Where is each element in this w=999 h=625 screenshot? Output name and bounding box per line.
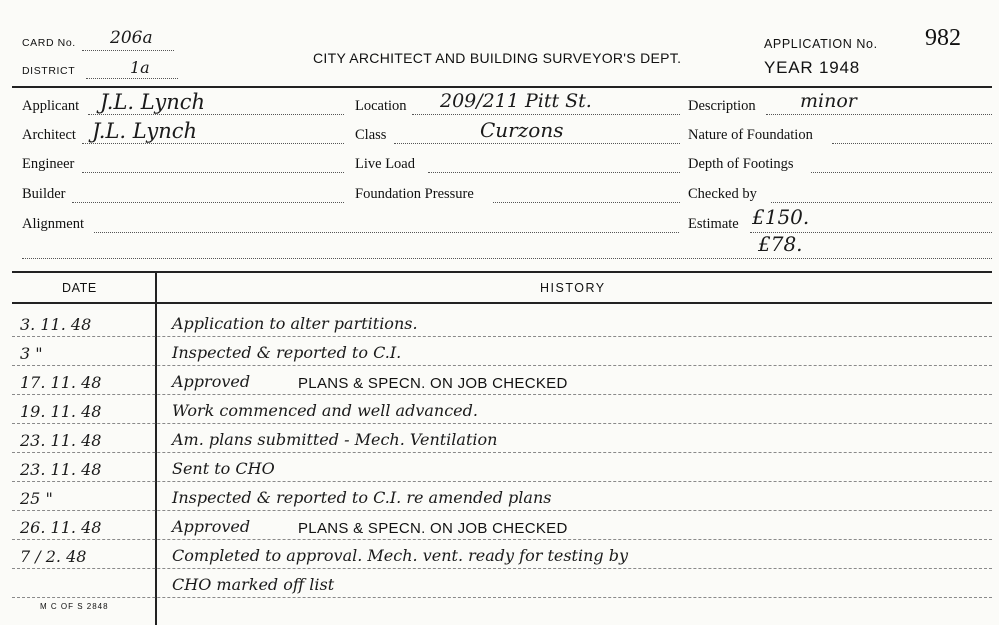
history-entry: Inspected & reported to C.I. re amended plans (172, 488, 552, 507)
description-label: Description (688, 98, 756, 114)
form-code: M C OF S 2848 (40, 602, 109, 611)
description-value: minor (800, 90, 857, 112)
architect-label: Architect (22, 127, 76, 143)
history-date: 3. 11. 48 (20, 315, 92, 334)
year-label: YEAR 1948 (764, 58, 861, 77)
live-load-label: Live Load (355, 156, 415, 172)
estimate-value-2: £78. (758, 232, 803, 256)
history-entry: Approved (172, 517, 251, 536)
history-date: 23. 11. 48 (20, 431, 102, 450)
checked-by-label: Checked by (688, 186, 757, 202)
history-date: 25 " (20, 489, 53, 508)
department-title: CITY ARCHITECT AND BUILDING SURVEYOR'S DEPT. (313, 50, 682, 66)
row-rule (12, 481, 992, 482)
alignment-label: Alignment (22, 216, 85, 232)
row-rule (12, 336, 992, 337)
checked-stamp: PLANS & SPECN. ON JOB CHECKED (298, 520, 568, 537)
nature-of-foundation-label: Nature of Foundation (688, 127, 813, 143)
card-no-value: 206a (110, 28, 153, 48)
application-no-label: APPLICATION No. (764, 37, 878, 51)
row-rule (12, 365, 992, 366)
row-rule (12, 394, 992, 395)
history-entry: Work commenced and well advanced. (172, 401, 478, 420)
date-column-header: DATE (62, 281, 97, 295)
row-rule (12, 539, 992, 540)
location-value: 209/211 Pitt St. (440, 90, 592, 112)
estimate-label: Estimate (688, 216, 739, 232)
table-top-rule (12, 271, 992, 273)
district-value: 1a (130, 58, 150, 77)
history-date: 7 / 2. 48 (20, 547, 87, 566)
checked-stamp: PLANS & SPECN. ON JOB CHECKED (298, 375, 568, 392)
history-entry: CHO marked off list (172, 575, 335, 594)
history-column-header: HISTORY (540, 281, 606, 295)
history-entry: Am. plans submitted - Mech. Ventilation (172, 430, 498, 449)
depth-of-footings-label: Depth of Footings (688, 156, 794, 172)
history-entry: Inspected & reported to C.I. (172, 343, 402, 362)
engineer-label: Engineer (22, 156, 75, 172)
row-rule (12, 597, 992, 598)
class-label: Class (355, 127, 387, 143)
district-label: DISTRICT (22, 65, 76, 77)
location-label: Location (355, 98, 407, 114)
applicant-label: Applicant (22, 98, 80, 114)
application-no-value: 982 (925, 25, 961, 51)
foundation-pressure-label: Foundation Pressure (355, 186, 474, 202)
row-rule (12, 568, 992, 569)
applicant-value: J.L. Lynch (100, 90, 206, 114)
header-rule (12, 86, 992, 88)
architect-value: J.L. Lynch (92, 119, 198, 143)
history-date: 19. 11. 48 (20, 402, 102, 421)
history-date: 23. 11. 48 (20, 460, 102, 479)
estimate-value: £150. (752, 205, 810, 229)
history-entry: Application to alter partitions. (172, 314, 418, 333)
history-date: 3 " (20, 344, 43, 363)
row-rule (12, 452, 992, 453)
row-rule (12, 510, 992, 511)
history-date: 26. 11. 48 (20, 518, 102, 537)
row-rule (12, 423, 992, 424)
card-no-label: CARD No. (22, 37, 76, 49)
table-column-rule (155, 271, 157, 625)
history-entry: Completed to approval. Mech. vent. ready for testing by (172, 546, 629, 565)
history-entry: Approved (172, 372, 251, 391)
history-date: 17. 11. 48 (20, 373, 102, 392)
history-entry: Sent to CHO (172, 459, 275, 478)
table-header-rule (12, 302, 992, 304)
builder-label: Builder (22, 186, 66, 202)
class-value: Curzons (480, 118, 564, 142)
